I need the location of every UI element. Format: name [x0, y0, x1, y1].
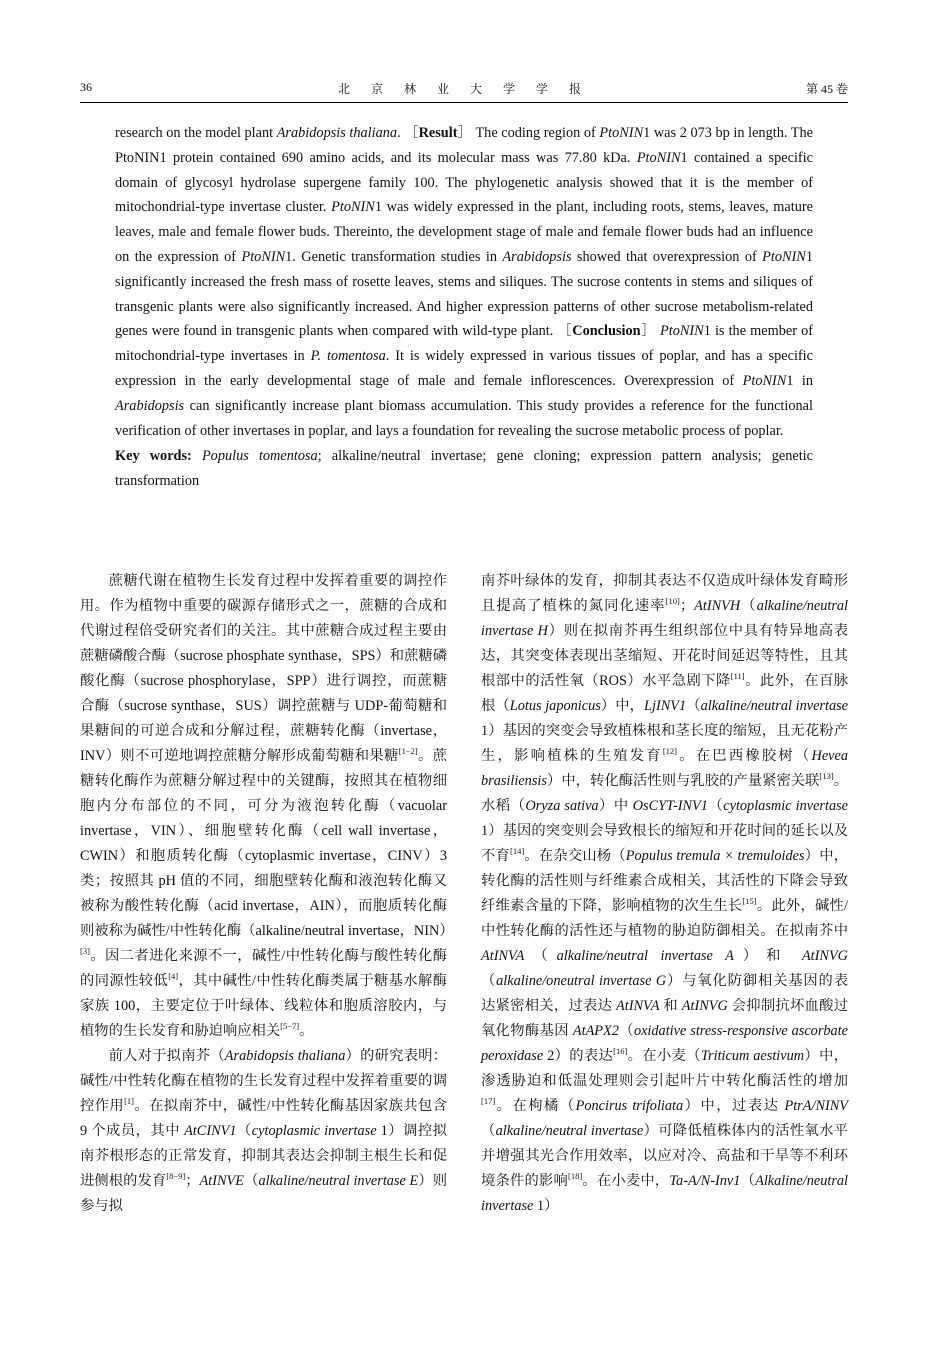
citation: [10]: [665, 596, 680, 606]
journal-title: 北 京 林 业 大 学 学 报: [337, 82, 590, 96]
citation: [3]: [80, 946, 90, 956]
citation: [14]: [509, 846, 525, 856]
citation: [16]: [613, 1046, 628, 1056]
citation: [1−2]: [398, 746, 418, 756]
body-column-left: [80, 569, 454, 1219]
citation: [4]: [168, 971, 179, 981]
running-header: [80, 80, 848, 103]
abstract-paragraph: research on the model plant Arabidopsis thaliana. ［Result］ The coding region of PtoNIN1 was 2 073 bp in length. The PtoNIN1 protein contained 690 amino acids, and its molecular mass was 77.80 kDa. PtoNIN1 contained a specific domain of glycosyl hydrolase supergene family 100. The phylogenetic analysis showed that it is the member of mitochondrial-type invertase cluster. PtoNIN1 was widely expressed in the plant, including roots, stems, leaves, mature leaves, male and female flower buds. Thereinto, the development stage of male and female flower buds had an influence on the expression of PtoNIN1. Genetic transformation studies in Arabidopsis showed that overexpression of PtoNIN1 significantly increased the fresh mass of rosette leaves, stems and siliques. The sucrose contents in stems and siliques of transgenic plants were also significantly increased. And higher expression patterns of other sucrose metabolism-related genes were found in transgenic plants when compared with wild-type plant. ［Conclusion］ PtoNIN1 is the member of mitochondrial-type invertases in P. tomentosa. It is widely expressed in various tissues of poplar, and has a specific expression in the early developmental stage of male and female inflorescences. Overexpression of PtoNIN1 in Arabidopsis can significantly increase plant biomass accumulation. This study provides a reference for the functional verification of other invertases in poplar, and lays a foundation for revealing the sucrose metabolic process of poplar.: [115, 125, 814, 439]
conclusion-label: Conclusion: [572, 323, 641, 340]
page-number: 36: [80, 80, 92, 94]
body-paragraph: 南芥叶绿体的发育，抑制其表达不仅造成叶绿体发育畸形且提高了植株的氮同化速率[10]；AtINVH（alkaline/neutral invertase H）则在拟南芥再生组织部位中具有特异地高表达，其突变体表现出茎缩短、开花时间延迟等特性，且其根部中的活性氧（ROS）水平急剧下降[11]。此外，在百脉根（Lotus japonicus）中，LjINV1（alkaline/neutral invertase 1）基因的突变会导致植株根和茎长度的缩短，且无花粉产生，影响植株的生殖发育[12]。在巴西橡胶树（Hevea brasiliensis）中，转化酶活性则与乳胶的产量紧密关联[13]。水稻（Oryza sativa）中 OsCYT-INV1（cytoplasmic invertase 1）基因的突变则会导致根长的缩短和开花时间的延长以及不育[14]。在杂交山杨（Populus tremula × tremuloides）中，转化酶的活性则与纤维素合成相关，其活性的下降会导致纤维素含量的下降，影响植物的次生生长[15]。此外，碱性/中性转化酶的活性还与植物的胁迫防御相关。在拟南芥中 AtINVA（alkaline/neutral invertase A）和 AtINVG（alkaline/oneutral invertase G）与氧化防御相关基因的表达紧密相关，过表达 AtINVA 和 AtINVG 会抑制抗坏血酸过氧化物酶基因 AtAPX2（oxidative stress-responsive ascorbate peroxidase 2）的表达[16]。在小麦（Triticum aestivum）中，渗透胁迫和低温处理则会引起叶片中转化酶活性的增加[17]。在枸橘（Poncirus trifoliata）中，过表达 PtrA/NINV（alkaline/neutral invertase）可降低植株体内的活性氧水平并增强其光合作用效率，以应对冷、高盐和干旱等不利环境条件的影响[18]。在小麦中，Ta-A/N-Inv1（Alkaline/neutral invertase 1）: [481, 573, 849, 1214]
citation: [13]: [819, 771, 834, 781]
english-abstract: [115, 121, 813, 494]
citation: [18]: [568, 1171, 583, 1181]
citation: [11]: [730, 671, 745, 681]
citation: [15]: [742, 896, 757, 906]
citation: [17]: [481, 1096, 496, 1106]
body-paragraph: 蔗糖代谢在植物生长发育过程中发挥着重要的调控作用。作为植物中重要的碳源存储形式之一，蔗糖的合成和代谢过程倍受研究者们的关注。其中蔗糖合成过程主要由蔗糖磷酸合酶（sucrose phosphate synthase，SPS）和蔗糖磷酸化酶（sucrose phosphorylase，SPP）进行调控，而蔗糖合酶（sucrose synthase，SUS）调控蔗糖与 UDP-葡萄糖和果糖间的可逆合成和分解过程，蔗糖转化酶（invertase，INV）则不可逆地调控蔗糖分解形成葡萄糖和果糖[1−2]。蔗糖转化酶作为蔗糖分解过程中的关键酶，按照其在植物细胞内分布部位的不同，可分为液泡转化酶（vacuolar invertase，VIN）、细胞壁转化酶（cell wall invertase，CWIN）和胞质转化酶（cytoplasmic invertase，CINV）3 类；按照其 pH 值的不同，细胞壁转化酶和液泡转化酶又被称为酸性转化酶（acid invertase，AIN），而胞质转化酶则被称为碱性/中性转化酶（alkaline/neutral invertase，NIN）[3]。因二者进化来源不一，碱性/中性转化酶与酸性转化酶的同源性较低[4]，其中碱性/中性转化酶类属于糖基水解酶家族 100，主要定位于叶绿体、线粒体和胞质溶胶内，与植物的生长发育和胁迫响应相关[5−7]。: [80, 573, 454, 1039]
keywords-label: Key words:: [115, 448, 202, 465]
citation: [5−7]: [280, 1021, 300, 1031]
keywords: Key words: Populus tomentosa; alkaline/neutral invertase; gene cloning; expression pattern analysis; genetic transformation: [115, 448, 813, 490]
body-column-right: [481, 569, 848, 1219]
body-paragraph: 前人对于拟南芥（Arabidopsis thaliana）的研究表明：碱性/中性转化酶在植物的生长发育过程中发挥着重要的调控作用[1]。在拟南芥中，碱性/中性转化酶基因家族共包含 9 个成员，其中 AtCINV1（cytoplasmic invertase 1）调控拟南芥根形态的正常发育，抑制其表达会抑制主根生长和促进侧根的发育[8−9]；AtINVE（alkaline/neutral invertase E）则参与拟: [80, 1048, 448, 1214]
citation: [8−9]: [166, 1171, 186, 1181]
result-label: Result: [418, 125, 458, 141]
volume-label: 第 45 卷: [805, 82, 848, 96]
citation: [1]: [124, 1096, 135, 1106]
citation: [12]: [662, 746, 678, 756]
